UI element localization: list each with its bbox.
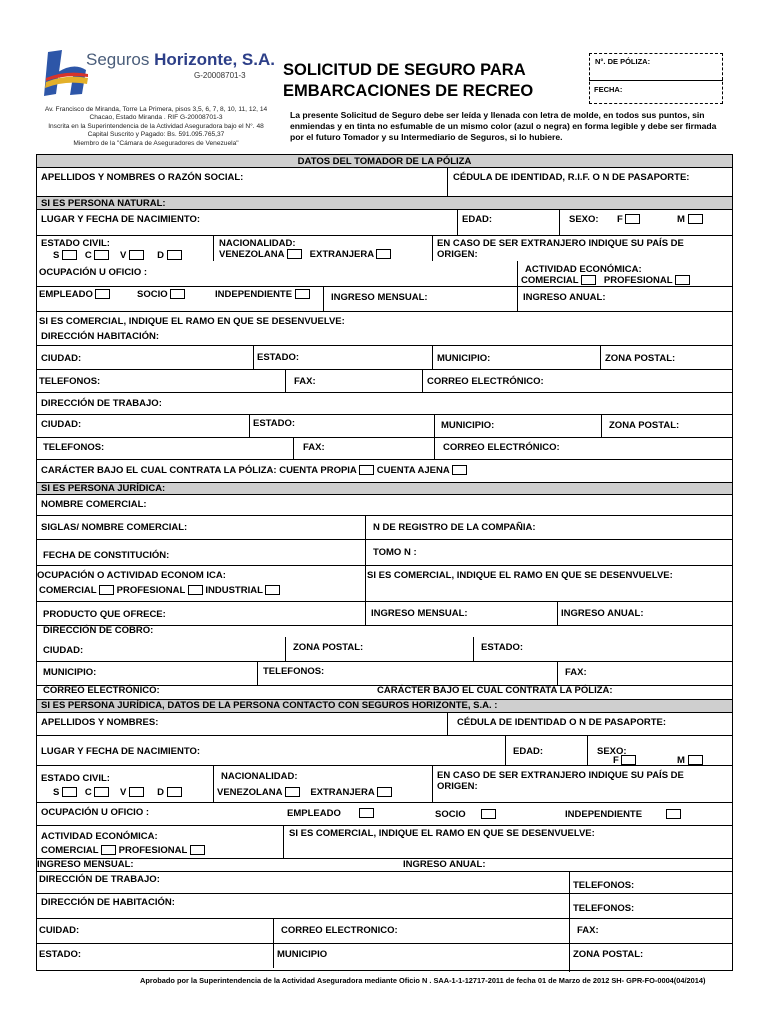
c-nacionalidad-options: VENEZOLANA EXTRANJERA <box>217 787 392 798</box>
actividad-options: COMERCIAL PROFESIONAL <box>521 275 690 286</box>
correo-cobro-field[interactable]: CORREO ELECTRÓNICO: <box>43 685 160 696</box>
c-comercial-checkbox[interactable] <box>101 845 116 855</box>
empleado-option: EMPLEADO <box>39 289 110 300</box>
fax-trabajo-field[interactable]: FAX: <box>303 442 325 453</box>
policy-number-label[interactable]: N°. DE PÓLIZA: <box>595 57 651 66</box>
independiente-checkbox[interactable] <box>295 289 310 299</box>
estado-civil-options: S C V D <box>53 250 182 261</box>
caracter-cobro-field[interactable]: CARÁCTER BAJO EL CUAL CONTRATA LA PÓLIZA: <box>377 685 613 696</box>
ingreso-anual-field[interactable]: INGRESO ANUAL: <box>523 292 606 303</box>
producto-field[interactable]: PRODUCTO QUE OFRECE: <box>43 609 166 620</box>
nombre-comercial-field[interactable]: NOMBRE COMERCIAL: <box>41 499 147 510</box>
siglas-field[interactable]: SIGLAS/ NOMBRE COMERCIAL: <box>41 522 188 533</box>
correo-field[interactable]: CORREO ELECTRÓNICO: <box>427 376 544 387</box>
c-pais-origen-field[interactable]: EN CASO DE SER EXTRANJERO INDIQUE SU PAÍS DE ORIGEN: <box>437 770 684 792</box>
c-telefonos-hab-field[interactable]: TELEFONOS: <box>573 903 635 914</box>
fax-cobro-field[interactable]: FAX: <box>565 667 587 678</box>
form-title: SOLICITUD DE SEGURO PARA EMBARCACIONES DE RECREO <box>283 61 534 100</box>
n-registro-field[interactable]: N DE REGISTRO DE LA COMPAÑIA: <box>373 522 536 533</box>
c-direccion-habitacion-field[interactable]: DIRECCIÓN DE HABITACIÓN: <box>41 897 175 908</box>
c-apellidos-field[interactable]: APELLIDOS Y NOMBRES: <box>41 717 159 728</box>
extranjera-checkbox[interactable] <box>376 249 391 259</box>
c-socio-option: SOCIO <box>435 809 496 820</box>
c-sexo-m-label: M <box>677 755 703 766</box>
direccion-trabajo-field[interactable]: DIRECCIÓN DE TRABAJO: <box>41 398 162 409</box>
c-venezolana-checkbox[interactable] <box>285 787 300 797</box>
correo-trabajo-field[interactable]: CORREO ELECTRÓNICO: <box>443 442 560 453</box>
ocupacion-oficio-field[interactable]: OCUPACIÓN U OFICIO : <box>39 267 148 278</box>
telefonos-field[interactable]: TELEFONOS: <box>39 376 101 387</box>
company-info: Av. Francisco de Miranda, Torre La Primera, pisos 3,5, 6, 7, 8, 10, 11, 12, 14 Chacao, Estado Miranda . RIF G-20008701-3 Inscrita en la Superintendencia de la Actividad Aseguradora bajo el N°. 48 Capital Suscrito y Pagado: Bs. 591.095.765,37 Miembro de la "Cámara de Aseguradores de Venezuela" <box>44 106 268 147</box>
c-civil-c-checkbox[interactable] <box>94 787 109 797</box>
ramo-comercial-field[interactable]: SI ES COMERCIAL, INDIQUE EL RAMO EN QUE SE DESENVUELVE: <box>39 316 345 327</box>
c-zona-postal-field[interactable]: ZONA POSTAL: <box>573 949 644 960</box>
cuenta-propia-checkbox[interactable] <box>359 465 374 475</box>
venezolana-checkbox[interactable] <box>287 249 302 259</box>
zona-postal-trabajo-field[interactable]: ZONA POSTAL: <box>609 420 680 431</box>
c-municipio-field[interactable]: MUNICIPIO <box>277 949 328 960</box>
direccion-cobro-field[interactable]: DIRECCIÓN DE COBRO: <box>43 625 154 636</box>
profesional-checkbox[interactable] <box>675 275 690 285</box>
fax-field[interactable]: FAX: <box>294 376 316 387</box>
c-lugar-fecha-nac-field[interactable]: LUGAR Y FECHA DE NACIMIENTO: <box>41 746 201 757</box>
c-sexo-f-label: F <box>613 755 636 766</box>
caracter-contrata-field: CARÁCTER BAJO EL CUAL CONTRATA LA PÓLIZA: CUENTA PROPIA CUENTA AJENA <box>41 465 467 476</box>
c-estado-field[interactable]: ESTADO: <box>39 949 82 960</box>
c-direccion-trabajo-field[interactable]: DIRECCIÓN DE TRABAJO: <box>39 874 160 885</box>
cedula-rif-field[interactable]: CÉDULA DE IDENTIDAD, R.I.F. O N DE PASAPORTE: <box>453 172 690 183</box>
cuenta-ajena-checkbox[interactable] <box>452 465 467 475</box>
j-ingreso-mensual-field[interactable]: INGRESO MENSUAL: <box>371 608 468 619</box>
comercial-checkbox[interactable] <box>581 275 596 285</box>
edad-field[interactable]: EDAD: <box>462 214 493 225</box>
c-socio-checkbox[interactable] <box>481 809 496 819</box>
section-title-natural: SI ES PERSONA NATURAL: <box>41 198 166 209</box>
c-ingreso-anual-field[interactable]: INGRESO ANUAL: <box>403 859 486 870</box>
c-sexo-label: SEXO: <box>597 746 627 757</box>
direccion-habitacion-field[interactable]: DIRECCIÓN HABITACIÓN: <box>41 331 160 342</box>
estado-field[interactable]: ESTADO: <box>257 352 300 363</box>
approval-footer: Aprobado por la Superintendencia de la Actividad Aseguradora mediante Oficio N . SAA-1-1-12717-2011 de fecha 01 de Marzo de 2012 SH- GPR-FO-0004(04/2014) <box>140 976 706 985</box>
municipio-field[interactable]: MUNICIPIO: <box>437 353 491 364</box>
telefonos-trabajo-field[interactable]: TELEFONOS: <box>43 442 105 453</box>
j-ramo-comercial-field[interactable]: SI ES COMERCIAL, INDIQUE EL RAMO EN QUE SE DESENVUELVE: <box>367 570 673 581</box>
socio-option: SOCIO <box>137 289 185 300</box>
c-civil-d-checkbox[interactable] <box>167 787 182 797</box>
sexo-m-checkbox[interactable] <box>688 214 703 224</box>
estado-cobro-field[interactable]: ESTADO: <box>481 642 524 653</box>
c-sexo-f-checkbox[interactable] <box>621 755 636 765</box>
actividad-economica-label: ACTIVIDAD ECONÓMICA: <box>525 264 642 275</box>
socio-checkbox[interactable] <box>170 289 185 299</box>
empleado-checkbox[interactable] <box>95 289 110 299</box>
apellidos-razon-field[interactable]: APELLIDOS Y NOMBRES O RAZÓN SOCIAL: <box>41 172 244 183</box>
tomo-field[interactable]: TOMO N : <box>373 547 417 558</box>
sexo-label: SEXO: <box>569 214 599 225</box>
sexo-f-checkbox[interactable] <box>625 214 640 224</box>
j-industrial-checkbox[interactable] <box>265 585 280 595</box>
c-empleado-option: EMPLEADO <box>287 808 374 819</box>
municipio-cobro-field[interactable]: MUNICIPIO: <box>43 667 97 678</box>
ciudad-cobro-field[interactable]: CIUDAD: <box>43 645 84 656</box>
nacionalidad-options: VENEZOLANA EXTRANJERA <box>219 249 391 260</box>
c-independiente-option: INDEPENDIENTE <box>565 809 681 820</box>
c-estado-civil-label: ESTADO CIVIL: <box>41 773 110 784</box>
c-extranjera-checkbox[interactable] <box>377 787 392 797</box>
j-profesional-checkbox[interactable] <box>188 585 203 595</box>
municipio-trabajo-field[interactable]: MUNICIPIO: <box>441 420 495 431</box>
pais-origen-field[interactable]: EN CASO DE SER EXTRANJERO INDIQUE SU PAÍS DE ORIGEN: <box>437 238 684 260</box>
estado-civil-label: ESTADO CIVIL: <box>41 238 110 249</box>
c-correo-field[interactable]: CORREO ELECTRONICO: <box>281 925 398 936</box>
c-civil-s-checkbox[interactable] <box>62 787 77 797</box>
c-actividad-options: COMERCIAL PROFESIONAL <box>41 845 205 856</box>
c-profesional-checkbox[interactable] <box>190 845 205 855</box>
ciudad-trabajo-field[interactable]: CIUDAD: <box>41 419 82 430</box>
zona-postal-cobro-field[interactable]: ZONA POSTAL: <box>293 642 364 653</box>
telefonos-cobro-field[interactable]: TELEFONOS: <box>263 666 325 677</box>
ocupacion-actividad-label: OCUPACIÓN O ACTIVIDAD ECONOM ICA: <box>37 570 226 581</box>
independiente-option: INDEPENDIENTE <box>215 289 310 300</box>
intro-text: La presente Solicitud de Seguro debe ser leída y llenada con letra de molde, en todos sus puntos, sin enmiendas y en tinta no esfumable de un mismo color (azul o negra) en forma legible y debe ser firmada por el futuro Tomador y su Intermediario de Seguros, si lo hubiere. <box>290 110 717 142</box>
section-title-contacto: SI ES PERSONA JURÍDICA, DATOS DE LA PERSONA CONTACTO CON SEGUROS HORIZONTE, S.A. : <box>41 700 498 711</box>
company-name: Seguros Horizonte, S.A. <box>86 50 275 69</box>
sexo-m-label: M <box>677 214 703 225</box>
c-telefonos-trabajo-field[interactable]: TELEFONOS: <box>573 880 635 891</box>
application-form <box>36 154 733 971</box>
ingreso-mensual-field[interactable]: INGRESO MENSUAL: <box>331 292 428 303</box>
fecha-constitucion-field[interactable]: FECHA DE CONSTITUCIÓN: <box>43 550 170 561</box>
c-ocupacion-oficio-field[interactable]: OCUPACIÓN U OFICIO : <box>41 807 150 818</box>
section-title-tomador: DATOS DEL TOMADOR DE LA PÓLIZA <box>297 156 472 167</box>
ocupacion-actividad-options: COMERCIAL PROFESIONAL INDUSTRIAL <box>39 585 280 596</box>
civil-v-checkbox[interactable] <box>129 250 144 260</box>
nacionalidad-label: NACIONALIDAD: <box>219 238 296 249</box>
zona-postal-field[interactable]: ZONA POSTAL: <box>605 353 676 364</box>
c-cuidad-field[interactable]: CUIDAD: <box>39 925 80 936</box>
civil-c-checkbox[interactable] <box>94 250 109 260</box>
c-ingreso-mensual-field[interactable]: INGRESO MENSUAL: <box>37 859 134 870</box>
c-independiente-checkbox[interactable] <box>666 809 681 819</box>
j-ingreso-anual-field[interactable]: INGRESO ANUAL: <box>561 608 644 619</box>
c-cedula-field[interactable]: CÉDULA DE IDENTIDAD O N DE PASAPORTE: <box>457 717 667 728</box>
c-edad-field[interactable]: EDAD: <box>513 746 544 757</box>
c-empleado-checkbox[interactable] <box>359 808 374 818</box>
c-sexo-m-checkbox[interactable] <box>688 755 703 765</box>
c-actividad-label: ACTIVIDAD ECONÓMICA: <box>41 831 158 842</box>
estado-trabajo-field[interactable]: ESTADO: <box>253 418 296 429</box>
j-comercial-checkbox[interactable] <box>99 585 114 595</box>
c-estado-civil-options: S C V D <box>53 787 182 798</box>
civil-s-checkbox[interactable] <box>62 250 77 260</box>
policy-date-field[interactable]: FECHA: <box>589 80 723 104</box>
company-rif: G-20008701-3 <box>194 71 246 80</box>
ciudad-field[interactable]: CIUDAD: <box>41 353 82 364</box>
sexo-f-label: F <box>617 214 640 225</box>
section-title-juridica: SI ES PERSONA JURÍDICA: <box>41 483 166 494</box>
c-fax-field[interactable]: FAX: <box>577 925 599 936</box>
c-nacionalidad-label: NACIONALIDAD: <box>221 771 298 782</box>
lugar-fecha-nac-field[interactable]: LUGAR Y FECHA DE NACIMIENTO: <box>41 214 201 225</box>
c-ramo-comercial-field[interactable]: SI ES COMERCIAL, INDIQUE EL RAMO EN QUE SE DESENVUELVE: <box>289 828 595 839</box>
civil-d-checkbox[interactable] <box>167 250 182 260</box>
c-civil-v-checkbox[interactable] <box>129 787 144 797</box>
